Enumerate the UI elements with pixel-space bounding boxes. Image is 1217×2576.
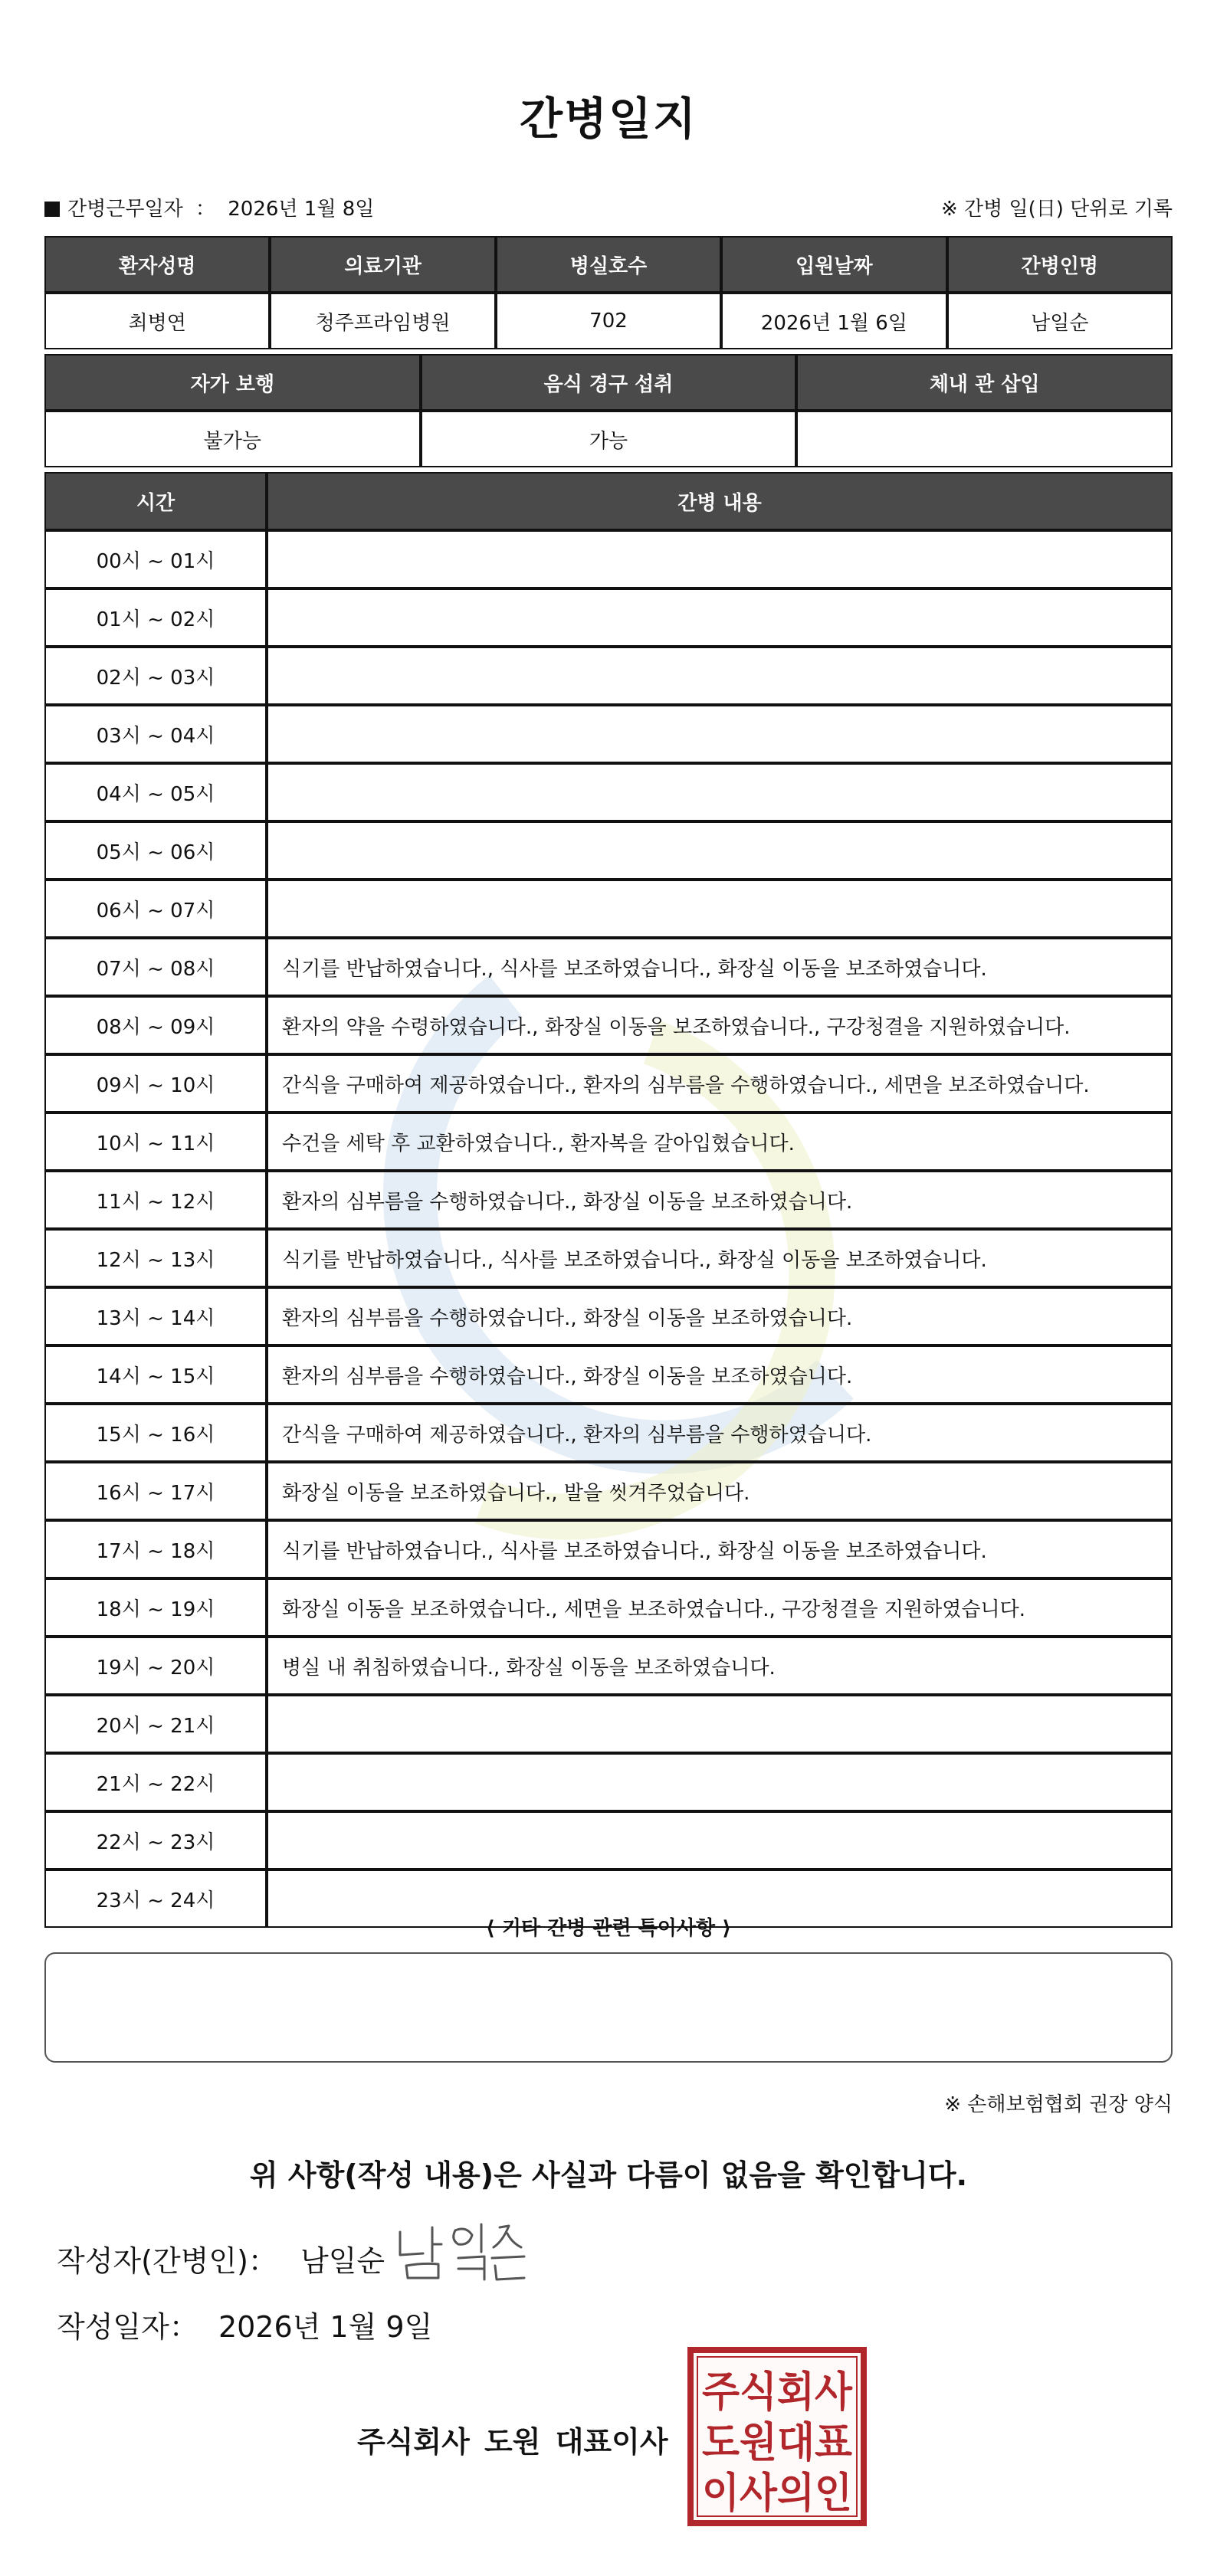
table-row bbox=[44, 821, 1173, 880]
time-slot: 04시 ~ 05시 bbox=[44, 763, 267, 821]
care-content: 수건을 세탁 후 교환하였습니다., 환자복을 갈아입혔습니다. bbox=[267, 1113, 1173, 1171]
square-bullet-icon bbox=[44, 202, 60, 217]
care-content bbox=[267, 647, 1173, 705]
header-caregiver: 간병인명 bbox=[947, 236, 1173, 293]
time-slot: 23시 ~ 24시 bbox=[44, 1870, 267, 1928]
care-content: 병실 내 취침하였습니다., 화장실 이동을 보조하였습니다. bbox=[267, 1637, 1173, 1695]
care-content: 간식을 구매하여 제공하였습니다., 환자의 심부름을 수행하였습니다. bbox=[267, 1404, 1173, 1462]
svg-text:도원대표: 도원대표 bbox=[702, 2418, 852, 2466]
care-content: 환자의 심부름을 수행하였습니다., 화장실 이동을 보조하였습니다. bbox=[267, 1287, 1173, 1345]
time-slot: 15시 ~ 16시 bbox=[44, 1404, 267, 1462]
care-content: 식기를 반납하였습니다., 식사를 보조하였습니다., 화장실 이동을 보조하였습니다. bbox=[267, 938, 1173, 996]
work-date-label: 간병근무일자 bbox=[67, 198, 183, 221]
table-row bbox=[44, 996, 1173, 1054]
special-notes-box bbox=[44, 1952, 1173, 2063]
special-notes-title: ⟨ 기타 간병 관련 특이사항 ⟩ bbox=[485, 1917, 732, 1940]
time-slot: 03시 ~ 04시 bbox=[44, 705, 267, 763]
self-walking-value: 불가능 bbox=[44, 411, 421, 467]
header-room: 병실호수 bbox=[496, 236, 721, 293]
patient-name: 최병연 bbox=[44, 293, 270, 349]
oral-intake-value: 가능 bbox=[421, 411, 797, 467]
writer-name: 남일순 bbox=[300, 2244, 385, 2278]
table-row bbox=[44, 705, 1173, 763]
time-slot: 02시 ~ 03시 bbox=[44, 647, 267, 705]
time-slot: 14시 ~ 15시 bbox=[44, 1345, 267, 1404]
record-unit-note: ※ 간병 일(日) 단위로 기록 bbox=[940, 198, 1173, 221]
svg-text:주식회사: 주식회사 bbox=[702, 2368, 853, 2416]
time-slot: 20시 ~ 21시 bbox=[44, 1695, 267, 1753]
caregiver-name: 남일순 bbox=[947, 293, 1173, 349]
header-care-content: 간병 내용 bbox=[267, 472, 1173, 530]
table-row bbox=[44, 880, 1173, 938]
care-content: 환자의 심부름을 수행하였습니다., 화장실 이동을 보조하였습니다. bbox=[267, 1345, 1173, 1404]
time-slot: 12시 ~ 13시 bbox=[44, 1229, 267, 1287]
recommended-form-note: ※ 손해보험협회 권장 양식 bbox=[944, 2093, 1173, 2116]
table-row bbox=[44, 1345, 1173, 1404]
patient-info-table bbox=[44, 236, 1173, 349]
time-slot: 06시 ~ 07시 bbox=[44, 880, 267, 938]
header-self-walking: 자가 보행 bbox=[44, 354, 421, 411]
write-date-line bbox=[57, 2303, 432, 2345]
header-oral-intake: 음식 경구 섭취 bbox=[421, 354, 797, 411]
table-row bbox=[44, 1637, 1173, 1695]
header-tube-insertion: 체내 관 삽입 bbox=[796, 354, 1173, 411]
table-row bbox=[44, 647, 1173, 705]
care-content: 간식을 구매하여 제공하였습니다., 환자의 심부름을 수행하였습니다., 세면을 보조하였습니다. bbox=[267, 1054, 1173, 1113]
time-slot: 07시 ~ 08시 bbox=[44, 938, 267, 996]
patient-status-table bbox=[44, 354, 1173, 467]
table-row bbox=[44, 1113, 1173, 1171]
work-date bbox=[44, 193, 374, 221]
page-title: 간병일지 bbox=[519, 93, 698, 145]
table-row bbox=[44, 1520, 1173, 1578]
time-slot: 09시 ~ 10시 bbox=[44, 1054, 267, 1113]
table-row bbox=[44, 1171, 1173, 1229]
admission-date: 2026년 1월 6일 bbox=[721, 293, 946, 349]
time-slot: 10시 ~ 11시 bbox=[44, 1113, 267, 1171]
time-slot: 21시 ~ 22시 bbox=[44, 1753, 267, 1811]
table-row bbox=[44, 588, 1173, 647]
care-content: 식기를 반납하였습니다., 식사를 보조하였습니다., 화장실 이동을 보조하였습니다. bbox=[267, 1520, 1173, 1578]
work-date-separator: ： bbox=[195, 198, 215, 221]
table-row bbox=[44, 1404, 1173, 1462]
write-date-label: 작성일자： bbox=[57, 2310, 198, 2344]
time-slot: 16시 ~ 17시 bbox=[44, 1462, 267, 1520]
care-content: 화장실 이동을 보조하였습니다., 세면을 보조하였습니다., 구강청결을 지원하였습니다. bbox=[267, 1578, 1173, 1637]
time-slot: 22시 ~ 23시 bbox=[44, 1811, 267, 1870]
company-representative: 주식회사 도원 대표이사 bbox=[357, 2425, 668, 2459]
care-content bbox=[267, 763, 1173, 821]
confirmation-statement: 위 사항(작성 내용)은 사실과 다름이 없음을 확인합니다. bbox=[249, 2158, 968, 2192]
time-slot: 00시 ~ 01시 bbox=[44, 530, 267, 588]
care-content bbox=[267, 1695, 1173, 1753]
table-row bbox=[44, 1578, 1173, 1637]
writer-label: 작성자(간병인)： bbox=[57, 2244, 277, 2278]
care-content bbox=[267, 530, 1173, 588]
table-row bbox=[44, 1287, 1173, 1345]
header-time: 시간 bbox=[44, 472, 267, 530]
header-admission-date: 입원날짜 bbox=[721, 236, 946, 293]
handwritten-signature bbox=[392, 2218, 530, 2287]
header-patient-name: 환자성명 bbox=[44, 236, 270, 293]
care-content bbox=[267, 1753, 1173, 1811]
work-date-value: 2026년 1월 8일 bbox=[228, 198, 375, 221]
svg-text:이사의인: 이사의인 bbox=[702, 2469, 852, 2517]
table-row bbox=[44, 1229, 1173, 1287]
care-content bbox=[267, 880, 1173, 938]
care-content: 환자의 심부름을 수행하였습니다., 화장실 이동을 보조하였습니다. bbox=[267, 1171, 1173, 1229]
table-row bbox=[44, 1753, 1173, 1811]
table-row bbox=[44, 1462, 1173, 1520]
hospital-name: 청주프라임병원 bbox=[270, 293, 495, 349]
time-slot: 18시 ~ 19시 bbox=[44, 1578, 267, 1637]
time-slot: 05시 ~ 06시 bbox=[44, 821, 267, 880]
care-content bbox=[267, 821, 1173, 880]
table-row bbox=[44, 938, 1173, 996]
care-content: 화장실 이동을 보조하였습니다., 발을 씻겨주었습니다. bbox=[267, 1462, 1173, 1520]
company-seal-stamp bbox=[687, 2346, 868, 2527]
table-row bbox=[44, 1695, 1173, 1753]
care-log-rows bbox=[44, 530, 1173, 1928]
care-log-table bbox=[44, 472, 1173, 1928]
care-content bbox=[267, 705, 1173, 763]
table-row bbox=[44, 1054, 1173, 1113]
care-content: 식기를 반납하였습니다., 식사를 보조하였습니다., 화장실 이동을 보조하였습니다. bbox=[267, 1229, 1173, 1287]
tube-insertion-value bbox=[796, 411, 1173, 467]
time-slot: 11시 ~ 12시 bbox=[44, 1171, 267, 1229]
time-slot: 19시 ~ 20시 bbox=[44, 1637, 267, 1695]
room-number: 702 bbox=[496, 293, 721, 349]
care-content bbox=[267, 588, 1173, 647]
time-slot: 17시 ~ 18시 bbox=[44, 1520, 267, 1578]
write-date-value: 2026년 1월 9일 bbox=[218, 2310, 433, 2344]
table-row bbox=[44, 1811, 1173, 1870]
time-slot: 01시 ~ 02시 bbox=[44, 588, 267, 647]
work-date-row bbox=[44, 193, 1173, 224]
time-slot: 08시 ~ 09시 bbox=[44, 996, 267, 1054]
header-hospital: 의료기관 bbox=[270, 236, 495, 293]
time-slot: 13시 ~ 14시 bbox=[44, 1287, 267, 1345]
table-row bbox=[44, 763, 1173, 821]
writer-line bbox=[57, 2237, 385, 2279]
table-row bbox=[44, 530, 1173, 588]
care-content bbox=[267, 1811, 1173, 1870]
care-content: 환자의 약을 수령하였습니다., 화장실 이동을 보조하였습니다., 구강청결을 지원하였습니다. bbox=[267, 996, 1173, 1054]
